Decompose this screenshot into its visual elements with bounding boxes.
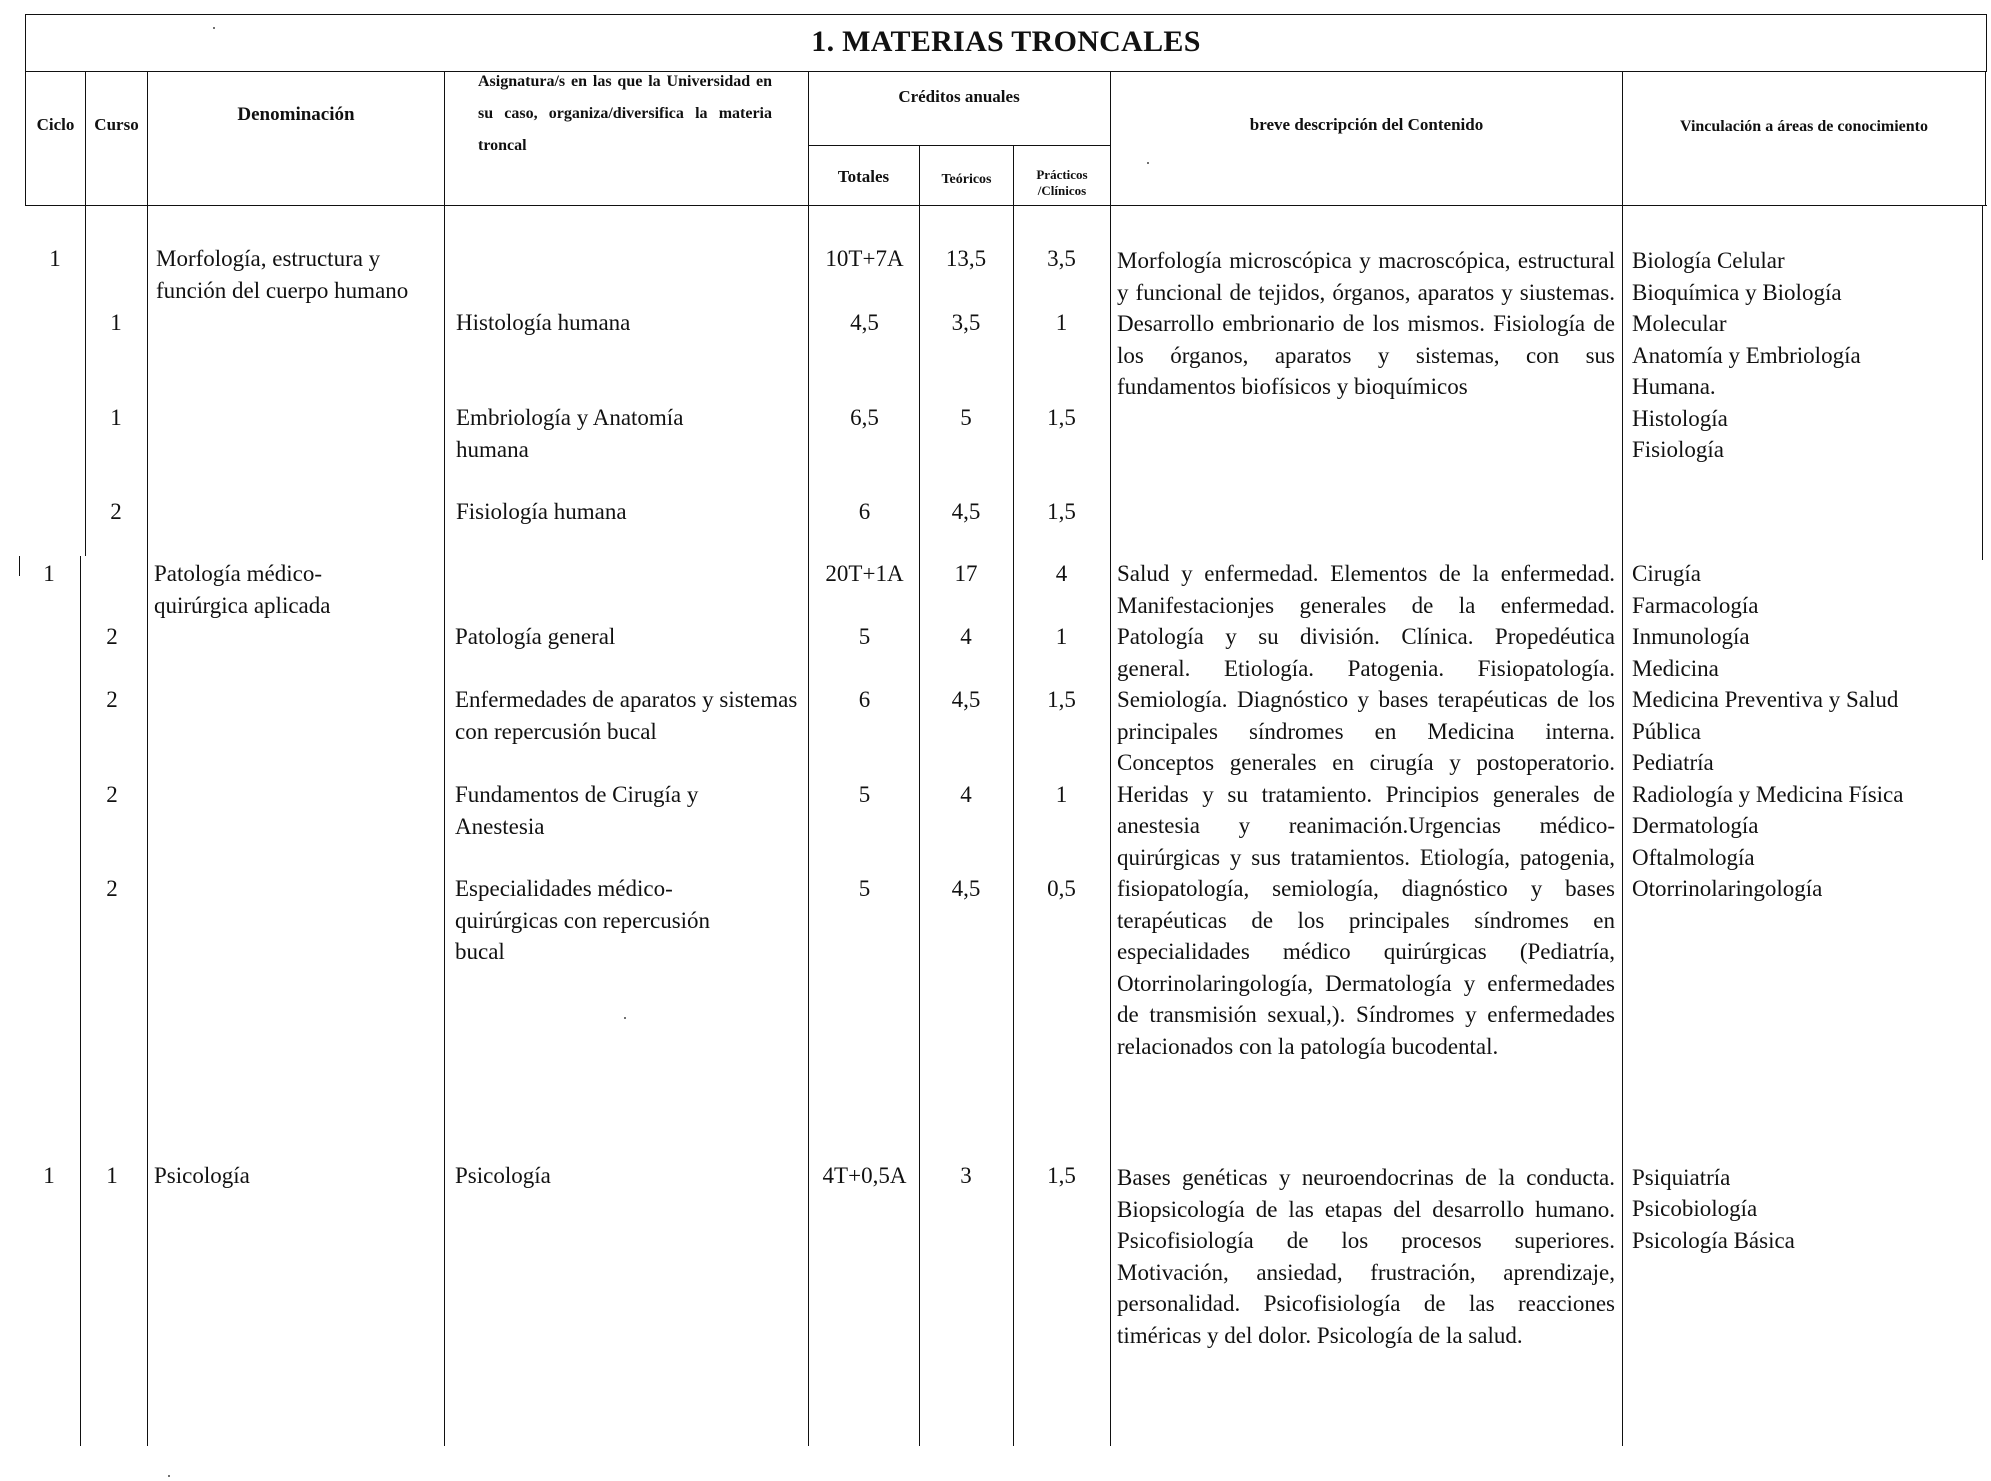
header-denominacion: Denominación: [237, 104, 355, 126]
area-item: Psiquiatría: [1632, 1165, 1731, 1190]
col-line-teoricos: [1013, 145, 1014, 1446]
area-item: Psicología Básica: [1632, 1228, 1795, 1253]
area-item: Cirugía: [1632, 561, 1701, 586]
asignatura-practicos: 1: [1055, 782, 1068, 807]
curso-value: 1: [110, 310, 122, 335]
asignatura-totales: 5: [858, 782, 871, 807]
col-line-asignatura: [808, 71, 809, 1446]
asignatura-name: Patología general: [455, 624, 616, 649]
outer-left-header: [25, 71, 26, 206]
area-item: Biología Celular: [1632, 248, 1785, 273]
col-line-curso: [147, 71, 148, 1446]
practicos-value: 3,5: [1047, 246, 1076, 271]
scan-speck: [1147, 162, 1149, 164]
teoricos-value: 3: [960, 1163, 972, 1188]
area-item: Histología: [1632, 406, 1728, 431]
area-item: Pediatría: [1632, 750, 1714, 775]
area-item: Oftalmología: [1632, 845, 1755, 870]
descripcion-value: Morfología microscópica y macroscópica, estructural y funcional de tejidos, órganos, aparatos y siustemas. Desarrollo embrionario de los mismos. Fisiología de los órganos, aparatos y sistemas, con sus fundamentos biofísicos y bioquímicos: [1117, 248, 1615, 399]
area-item: Pública: [1632, 719, 1701, 744]
header-vinculacion: Vinculación a áreas de conocimiento: [1680, 118, 1928, 135]
denominacion-value: Morfología, estructura y función del cuerpo humano: [156, 246, 409, 303]
curso-value: 2: [106, 782, 118, 807]
curso-value: 2: [110, 499, 122, 524]
curso-value: 1: [106, 1163, 118, 1188]
area-item: Molecular: [1632, 311, 1727, 336]
header-bottom-line: [25, 205, 1987, 206]
curso-value: 2: [106, 624, 118, 649]
header-totales: Totales: [837, 167, 890, 187]
curso-value: 2: [106, 876, 118, 901]
area-item: Bioquímica y Biología: [1632, 280, 1842, 305]
denominacion-value: Psicología: [154, 1163, 250, 1188]
curso-value: 2: [106, 687, 118, 712]
asignatura-practicos: 1,5: [1047, 405, 1076, 430]
asignatura-name: Fundamentos de Cirugía y Anestesia: [455, 782, 699, 839]
col-line-ciclo-lower: [80, 556, 81, 1446]
scan-speck: [168, 1475, 170, 1477]
asignatura-teoricos: 4,5: [951, 687, 981, 712]
scan-speck: [213, 27, 215, 29]
asignatura-name: Psicología: [455, 1163, 551, 1188]
asignatura-name: Histología humana: [456, 310, 631, 335]
ciclo-value: 1: [43, 1163, 55, 1188]
page-title: 1. MATERIAS TRONCALES: [811, 25, 1201, 58]
area-item: Farmacología: [1632, 593, 1759, 618]
header-top-line: [25, 71, 1987, 72]
header-ciclo: Ciclo: [36, 115, 75, 135]
left-border-lower: [19, 556, 20, 576]
area-item: Inmunología: [1632, 624, 1750, 649]
totales-value: 4T+0,5A: [822, 1163, 907, 1188]
asignatura-teoricos: 4,5: [951, 499, 981, 524]
header-asignaturas: Asignatura/s en las que la Universidad en su caso, organiza/diversifica la materia troncal: [478, 73, 772, 154]
scan-speck: [624, 1017, 626, 1019]
header-curso: Curso: [94, 115, 139, 135]
header-creditos: Créditos anuales: [898, 87, 1020, 107]
asignatura-practicos: 0,5: [1047, 876, 1076, 901]
asignatura-totales: 6,5: [850, 405, 879, 430]
col-line-practicos: [1110, 71, 1111, 1446]
asignatura-teoricos: 5: [960, 405, 972, 430]
practicos-value: 1,5: [1047, 1163, 1076, 1188]
asignatura-name: Enfermedades de aparatos y sistemas con repercusión bucal: [455, 687, 798, 744]
curso-value: 1: [110, 405, 122, 430]
practicos-value: 4: [1055, 561, 1068, 586]
ciclo-value: 1: [49, 246, 61, 271]
area-item: Otorrinolaringología: [1632, 876, 1823, 901]
denominacion-value: Patología médico-quirúrgica aplicada: [154, 561, 331, 618]
header-teoricos: Teóricos: [941, 172, 992, 188]
asignatura-totales: 6: [858, 687, 871, 712]
asignatura-practicos: 1,5: [1047, 687, 1076, 712]
col-line-descripcion: [1622, 71, 1623, 1446]
area-item: Fisiología: [1632, 437, 1725, 462]
area-item: Medicina: [1632, 656, 1719, 681]
descripcion-value: Salud y enfermedad. Elementos de la enfermedad. Manifestacionjes generales de la enfermedad. Patología y su división. Clínica. Propedéutica general. Etiología. Patogenia. Fisiopatología. Semiología. Diagnóstico y bases terapéuticas de los principales síndromes en Medicina interna. Conceptos generales en cirugía y postoperatorio. Heridas y su tratamiento. Principios generales de anestesia y reanimación.Urgencias médico-quirúrgicas y sus tratamientos. Etiología, patogenia, fisiopatología, semiología, diagnóstico y bases terapéuticas de los principales síndromes en especialidades médico quirúrgicas (Pediatría, Otorrinolaringología, Dermatología y enfermedades de transmisión sexual,). Síndromes y enfermedades relacionados con la patología bucodental.: [1117, 561, 1615, 1059]
asignatura-practicos: 1,5: [1047, 499, 1076, 524]
asignatura-teoricos: 4: [960, 782, 972, 807]
asignatura-totales: 5: [858, 876, 871, 901]
header-descripcion: breve descripción del Contenido: [1249, 115, 1484, 135]
asignatura-name: Fisiología humana: [456, 499, 627, 524]
asignatura-teoricos: 4,5: [951, 876, 981, 901]
descripcion-value: Bases genéticas y neuroendocrinas de la conducta. Biopsicología de las etapas del desarrollo humano. Psicofisiología de los procesos superiores. Motivación, ansiedad, frustración, aprendizaje, personalidad. Psicofisiología de las reacciones timéricas y del dolor. Psicología de la salud.: [1117, 1165, 1615, 1348]
area-item: Humana.: [1632, 374, 1716, 399]
asignatura-teoricos: 3,5: [951, 310, 981, 335]
area-item: Anatomía y Embriología: [1632, 343, 1861, 368]
asignatura-totales: 4,5: [850, 310, 879, 335]
teoricos-value: 13,5: [945, 246, 987, 271]
area-item: Psicobiología: [1632, 1196, 1758, 1221]
asignatura-practicos: 1: [1055, 310, 1068, 335]
ciclo-value: 1: [43, 561, 55, 586]
asignatura-practicos: 1: [1055, 624, 1068, 649]
creditos-divider: [808, 145, 1110, 146]
right-border-lower: [1982, 205, 1983, 560]
header-practicos: Prácticos /Clínicos: [1036, 167, 1088, 198]
col-line-ciclo: [85, 71, 86, 556]
area-item: Radiología y Medicina Física: [1632, 782, 1904, 807]
totales-value: 10T+7A: [825, 246, 904, 271]
asignatura-name: Especialidades médico-quirúrgicas con repercusión bucal: [455, 876, 711, 964]
asignatura-teoricos: 4: [960, 624, 972, 649]
asignatura-totales: 5: [858, 624, 871, 649]
totales-value: 20T+1A: [825, 561, 904, 586]
outer-right-header: [1985, 71, 1986, 206]
asignatura-totales: 6: [858, 499, 871, 524]
col-line-denominacion: [444, 71, 445, 1446]
area-item: Medicina Preventiva y Salud: [1632, 687, 1899, 712]
area-item: Dermatología: [1632, 813, 1759, 838]
asignatura-name: Embriología y Anatomía humana: [456, 405, 684, 462]
teoricos-value: 17: [954, 561, 978, 586]
